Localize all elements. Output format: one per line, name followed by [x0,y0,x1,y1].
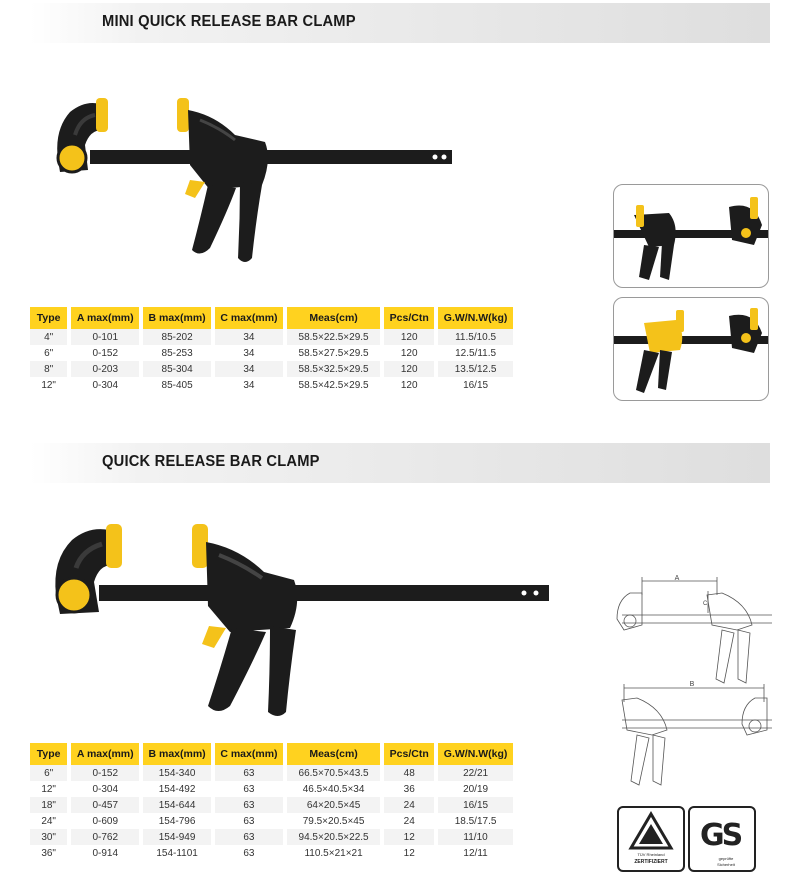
col-type: Type [30,743,69,765]
col-c-max: C max(mm) [213,307,285,329]
cell: 154-644 [141,797,213,813]
dimension-diagram-b [612,680,777,790]
gs-logo [688,806,756,872]
mini-spec-table [30,307,513,393]
cell: 34 [213,329,285,345]
cell: 8" [30,361,69,377]
table-row [30,329,513,345]
table-header-row [30,307,513,329]
cell: 85-405 [141,377,213,393]
col-b-max: B max(mm) [141,743,213,765]
cell: 30" [30,829,69,845]
cell: 12" [30,377,69,393]
cell: 0-609 [69,813,141,829]
usage-photo-1 [613,184,769,288]
cell: 12 [382,845,436,861]
gs-mark: GS [700,818,741,853]
cell: 18.5/17.5 [436,813,513,829]
cell: 0-304 [69,781,141,797]
cell: 20/19 [436,781,513,797]
table-row [30,845,513,861]
cell: 11/10 [436,829,513,845]
cell: 12.5/11.5 [436,345,513,361]
table-row [30,345,513,361]
table-row [30,361,513,377]
col-b-max: B max(mm) [141,307,213,329]
table-row [30,829,513,845]
section-title: MINI QUICK RELEASE BAR CLAMP [102,13,356,30]
cell: 12/11 [436,845,513,861]
cell: 0-457 [69,797,141,813]
cell: 0-914 [69,845,141,861]
gs-subtitle-2: Sicherheit [717,862,735,867]
cell: 0-203 [69,361,141,377]
tuv-certified: ZERTIFIZIERT [634,859,668,865]
dimension-label-b: B [689,681,695,688]
cell: 85-202 [141,329,213,345]
cell: 79.5×20.5×45 [285,813,382,829]
clamp-photo-icon [614,298,768,400]
table-header-row [30,743,513,765]
col-meas: Meas(cm) [285,307,382,329]
col-meas: Meas(cm) [285,743,382,765]
col-c-max: C max(mm) [213,743,285,765]
cell: 85-304 [141,361,213,377]
dimension-diagram-a-c [612,575,777,690]
clamp-bar [99,585,549,601]
col-pcs: Pcs/Ctn [382,307,436,329]
mini-clamp-illustration [40,90,460,270]
tuv-logo [617,806,685,872]
cell: 154-340 [141,765,213,781]
tuv-name: TÜV Rheinland [637,852,665,857]
table-row [30,765,513,781]
cell: 34 [213,361,285,377]
gs-subtitle-1: geprüfte [718,856,734,861]
cell: 0-101 [69,329,141,345]
cell: 46.5×40.5×34 [285,781,382,797]
cell: 58.5×42.5×29.5 [285,377,382,393]
table-row [30,813,513,829]
cell: 154-492 [141,781,213,797]
table-row [30,377,513,393]
cell: 18" [30,797,69,813]
cell: 6" [30,765,69,781]
cell: 94.5×20.5×22.5 [285,829,382,845]
col-weight: G.W/N.W(kg) [436,743,513,765]
cell: 66.5×70.5×43.5 [285,765,382,781]
cell: 16/15 [436,797,513,813]
cell: 34 [213,345,285,361]
cell: 11.5/10.5 [436,329,513,345]
cell: 0-762 [69,829,141,845]
col-a-max: A max(mm) [69,743,141,765]
cell: 22/21 [436,765,513,781]
cell: 63 [213,829,285,845]
section-header-mini [30,3,770,43]
cell: 24 [382,813,436,829]
cell: 85-253 [141,345,213,361]
cell: 120 [382,361,436,377]
cell: 58.5×22.5×29.5 [285,329,382,345]
cell: 0-152 [69,765,141,781]
cell: 4" [30,329,69,345]
col-a-max: A max(mm) [69,307,141,329]
cell: 63 [213,845,285,861]
col-pcs: Pcs/Ctn [382,743,436,765]
cell: 120 [382,377,436,393]
usage-photo-2 [613,297,769,401]
cell: 6" [30,345,69,361]
cell: 48 [382,765,436,781]
cell: 34 [213,377,285,393]
cell: 63 [213,765,285,781]
dimension-label-a: A [674,575,680,582]
table-row [30,781,513,797]
cell: 12" [30,781,69,797]
table-row [30,797,513,813]
cell: 36" [30,845,69,861]
standard-spec-table [30,743,513,861]
clamp-bar [90,150,452,164]
cell: 120 [382,345,436,361]
cell: 16/15 [436,377,513,393]
cell: 0-152 [69,345,141,361]
cell: 0-304 [69,377,141,393]
col-weight: G.W/N.W(kg) [436,307,513,329]
clamp-photo-icon [614,185,768,287]
cell: 58.5×27.5×29.5 [285,345,382,361]
cell: 154-796 [141,813,213,829]
cell: 63 [213,813,285,829]
cell: 64×20.5×45 [285,797,382,813]
section-title: QUICK RELEASE BAR CLAMP [102,453,320,470]
col-type: Type [30,307,69,329]
cell: 24" [30,813,69,829]
cell: 63 [213,797,285,813]
cell: 120 [382,329,436,345]
cell: 110.5×21×21 [285,845,382,861]
cell: 58.5×32.5×29.5 [285,361,382,377]
cell: 154-949 [141,829,213,845]
cell: 154-1101 [141,845,213,861]
cell: 12 [382,829,436,845]
cell: 36 [382,781,436,797]
standard-clamp-illustration [44,520,554,720]
cell: 13.5/12.5 [436,361,513,377]
dimension-label-c: C [703,601,708,607]
tuv-triangle-icon [619,808,683,852]
section-header-standard [30,443,770,483]
cell: 63 [213,781,285,797]
cell: 24 [382,797,436,813]
